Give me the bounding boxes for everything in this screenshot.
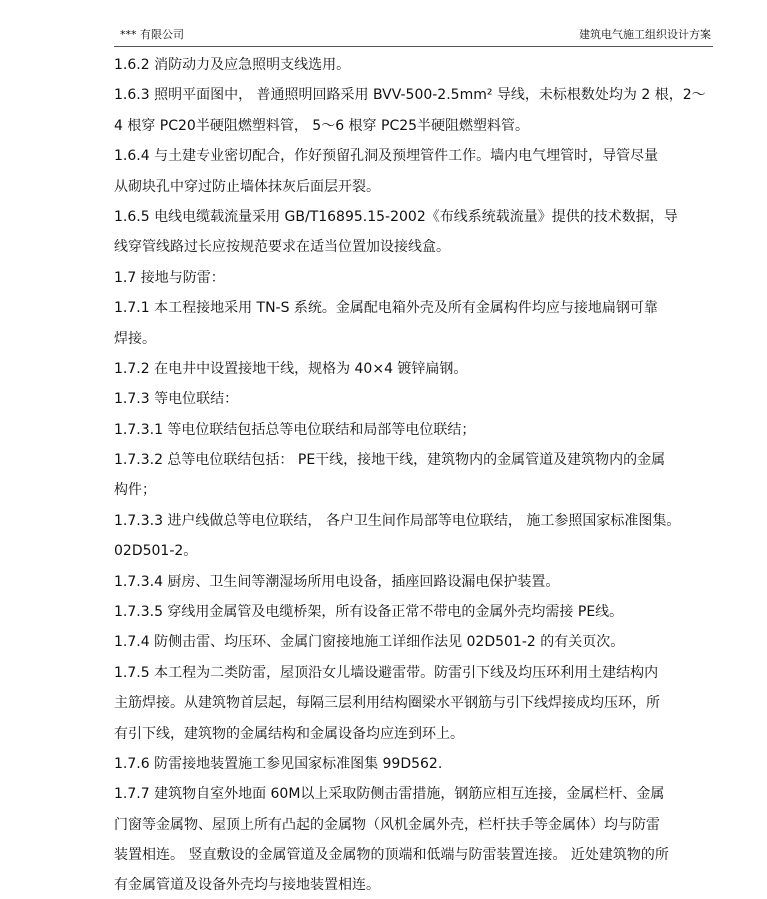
- header-doc-title: 建筑电气施工组织设计方案: [579, 28, 711, 41]
- text-line: 1.7 接地与防雷：: [114, 269, 225, 286]
- text-line: 1.6.4 与土建专业密切配合，作好预留孔洞及预埋管件工作。墙内电气埋管时，导管尽量: [114, 148, 659, 165]
- text-line: 有金属管道及设备外壳均与接地装置相连。: [114, 876, 380, 893]
- text-line: 主筋焊接。从建筑物首层起，每隔三层利用结构圈梁水平钢筋与引下线焊接成均压环，所: [114, 695, 660, 712]
- text-line: 有引下线，建筑物的金属结构和金属设备均应连到环上。: [114, 725, 464, 742]
- text-line: 1.6.2 消防动力及应急照明支线选用。: [114, 57, 351, 73]
- text-line: 1.6.3 照明平面图中， 普通照明回路采用 BVV-500-2.5mm² 导线，未标根数处均为 2 根，2～: [114, 87, 706, 104]
- text-line: 1.7.6 防雷接地装置施工参见国家标准图集 99D562.: [114, 755, 443, 772]
- text-line: 02D501-2。: [114, 543, 198, 560]
- text-line: 1.7.3.3 进户线做总等电位联结， 各户卫生间作局部等电位联结， 施工参照国家标准图集。: [114, 512, 681, 529]
- text-line: 1.7.5 本工程为二类防雷，屋顶沿女儿墙设避雷带。防雷引下线及均压环利用土建结构内: [114, 664, 659, 681]
- text-line: 构件；: [114, 482, 156, 499]
- text-line: 1.7.3.4 厨房、卫生间等潮湿场所用电设备，插座回路设漏电保护装置。: [114, 573, 560, 590]
- text-line: 门窗等金属物、屋顶上所有凸起的金属物（风机金属外壳，栏杆扶手等金属体）均与防雷: [114, 816, 660, 833]
- document-body: [114, 50, 719, 899]
- page-header: [114, 20, 713, 47]
- text-line: 1.7.3.2 总等电位联结包括： PE干线，接地干线，建筑物内的金属管道及建筑物内的金属: [114, 452, 666, 469]
- text-line: 1.6.5 电线电缆载流量采用 GB/T16895.15-2002《布线系统载流量》提供的技术数据，导: [114, 208, 678, 225]
- text-line: 线穿管线路过长应按规范要求在适当位置加设接线盒。: [114, 239, 450, 256]
- text-line: 1.7.7 建筑物自室外地面 60M以上采取防侧击雷措施，钢筋应相互连接，金属栏杆、金属: [114, 786, 665, 803]
- text-line: 焊接。: [114, 330, 156, 347]
- text-line: 4 根穿 PC20半硬阻燃塑料管， 5～6 根穿 PC25半硬阻燃塑料管。: [114, 117, 530, 134]
- text-line: 装置相连。 竖直敷设的金属管道及金属物的顶端和低端与防雷装置连接。 近处建筑物的所: [114, 847, 669, 864]
- text-line: 1.7.3 等电位联结：: [114, 391, 239, 408]
- text-line: 1.7.1 本工程接地采用 TN-S 系统。金属配电箱外壳及所有金属构件均应与接地扁钢可靠: [114, 300, 658, 317]
- text-line: 1.7.3.1 等电位联结包括总等电位联结和局部等电位联结；: [114, 421, 476, 438]
- text-line: 1.7.2 在电井中设置接地干线，规格为 40×4 镀锌扁钢。: [114, 360, 468, 377]
- text-line: 1.7.4 防侧击雷、均压环、金属门窗接地施工详细作法见 02D501-2 的有关页次。: [114, 634, 625, 651]
- text-line: 从砌块孔中穿过防止墙体抹灰后面层开裂。: [114, 178, 380, 195]
- text-line: 1.7.3.5 穿线用金属管及电缆桥架，所有设备正常不带电的金属外壳均需接 PE线。: [114, 604, 624, 621]
- header-company: *** 有限公司: [120, 28, 184, 41]
